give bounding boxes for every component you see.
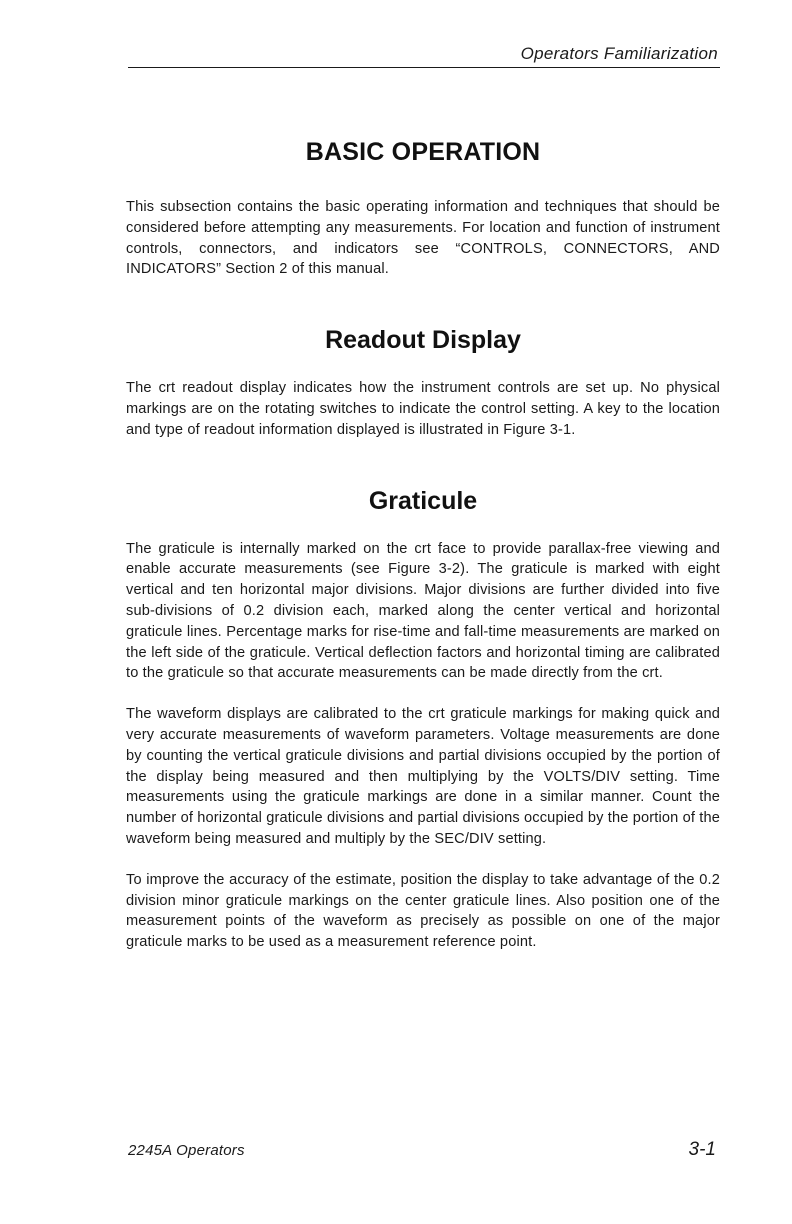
section-graticule <box>126 487 720 953</box>
section-basic-operation <box>126 138 720 280</box>
section-readout-display <box>126 326 720 440</box>
running-header-title: Operators Familiarization <box>520 44 718 63</box>
graticule-paragraph-1: The graticule is internally marked on the crt face to provide parallax-free viewing and enable accurate measurements (see Figure 3-2). The graticule is marked with eight vertical and ten horizontal major divisions. Major divisions are further divided into five sub-divisions of 0.2 division each, marked along the center vertical and horizontal graticule lines. Percentage marks for rise-time and fall-time measurements are marked on the left side of the graticule. Vertical deflection factors and horizontal timing are calibrated to the graticule so that accurate measurements can be made directly from the crt. <box>126 540 720 682</box>
graticule-paragraph-3: To improve the accuracy of the estimate, position the display to take advantage of the 0.2 division minor graticule markings on the center graticule lines. Also position one of the measurement points of the waveform as precisely as possible on one of the major graticule marks to be used as a measurement reference point. <box>126 871 720 951</box>
footer-page-number: 3-1 <box>688 1139 716 1160</box>
footer-manual-name: 2245A Operators <box>128 1142 245 1159</box>
section-heading-readout-display: Readout Display <box>325 326 521 355</box>
header-rule <box>128 67 720 68</box>
graticule-paragraph-2: The waveform displays are calibrated to the crt graticule markings for making quick and very accurate measurements of waveform parameters. Voltage measurements are done by counting the vertical graticule divisions and partial divisions occupied by the portion of the display being measured and then multiplying by the VOLTS/DIV setting. Time measurements using the graticule markings are done in a similar manner. Count the number of horizontal graticule divisions and partial divisions occupied by the portion of the waveform being measured and multiply by the SEC/DIV setting. <box>126 706 720 847</box>
readout-display-paragraph: The crt readout display indicates how the instrument controls are set up. No physical markings are on the rotating switches to indicate the control setting. A key to the location and type of readout information displayed is illustrated in Figure 3-1. <box>126 380 720 438</box>
section-heading-graticule: Graticule <box>368 486 478 515</box>
page-content <box>126 136 720 953</box>
basic-operation-paragraph: This subsection contains the basic operating information and techniques that should be considered before attempting any measurements. For location and function of instrument controls, connectors, and indicators see “CONTROLS, CONNECTORS, AND INDICATORS” Section 2 of this manual. <box>126 199 720 278</box>
section-heading-basic-operation: BASIC OPERATION <box>305 138 541 166</box>
